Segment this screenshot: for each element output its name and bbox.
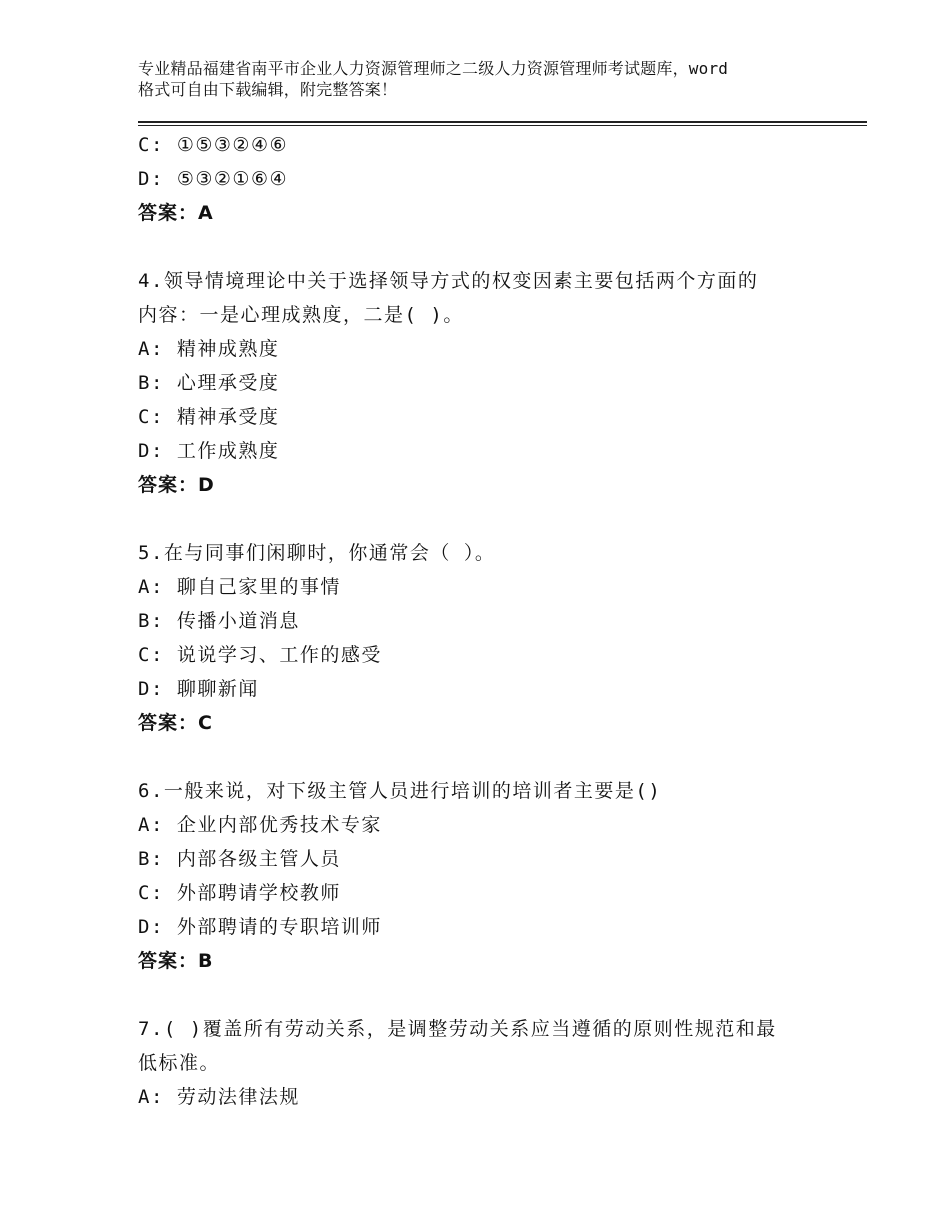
option-a: A: 精神成熟度 [138,338,280,360]
question-7 [138,1012,828,1114]
option-b: B: 传播小道消息 [138,610,300,632]
option-d: D: 工作成熟度 [138,440,280,462]
spacer [138,502,828,536]
answer: 答案：C [138,712,213,734]
question-4 [138,264,828,502]
option-d: D: ⑤③②①⑥④ [138,168,289,190]
document-header [138,58,838,100]
option-c: C: 说说学习、工作的感受 [138,644,382,666]
option-d: D: 外部聘请的专职培训师 [138,916,382,938]
question-text: 7.( )覆盖所有劳动关系，是调整劳动关系应当遵循的原则性规范和最 [138,1018,777,1040]
header-divider-thick [138,121,867,123]
question-5 [138,536,828,740]
question-text: 5.在与同事们闲聊时，你通常会（ ）。 [138,542,496,564]
option-c: C: 外部聘请学校教师 [138,882,341,904]
question-3 [138,128,828,230]
answer: 答案：D [138,474,215,496]
header-divider-thin [138,125,867,126]
header-line-1: 专业精品福建省南平市企业人力资源管理师之二级人力资源管理师考试题库，word [138,59,729,78]
option-a: A: 企业内部优秀技术专家 [138,814,382,836]
question-list [138,128,828,1114]
option-a: A: 劳动法律法规 [138,1086,300,1108]
option-d: D: 聊聊新闻 [138,678,259,700]
question-text-continued: 低标准。 [138,1052,221,1074]
header-line-2: 格式可自由下载编辑，附完整答案！ [138,80,398,99]
question-text: 6.一般来说，对下级主管人员进行培训的培训者主要是() [138,780,662,802]
spacer [138,978,828,1012]
option-b: B: 内部各级主管人员 [138,848,341,870]
option-b: B: 心理承受度 [138,372,280,394]
spacer [138,230,828,264]
answer: 答案：A [138,202,214,224]
option-c: C: 精神承受度 [138,406,280,428]
question-text: 4.领导情境理论中关于选择领导方式的权变因素主要包括两个方面的 [138,270,759,292]
question-6 [138,774,828,978]
question-text-continued: 内容：一是心理成熟度，二是( )。 [138,304,464,326]
option-a: A: 聊自己家里的事情 [138,576,341,598]
option-c: C: ①⑤③②④⑥ [138,134,289,156]
spacer [138,740,828,774]
answer: 答案：B [138,950,214,972]
